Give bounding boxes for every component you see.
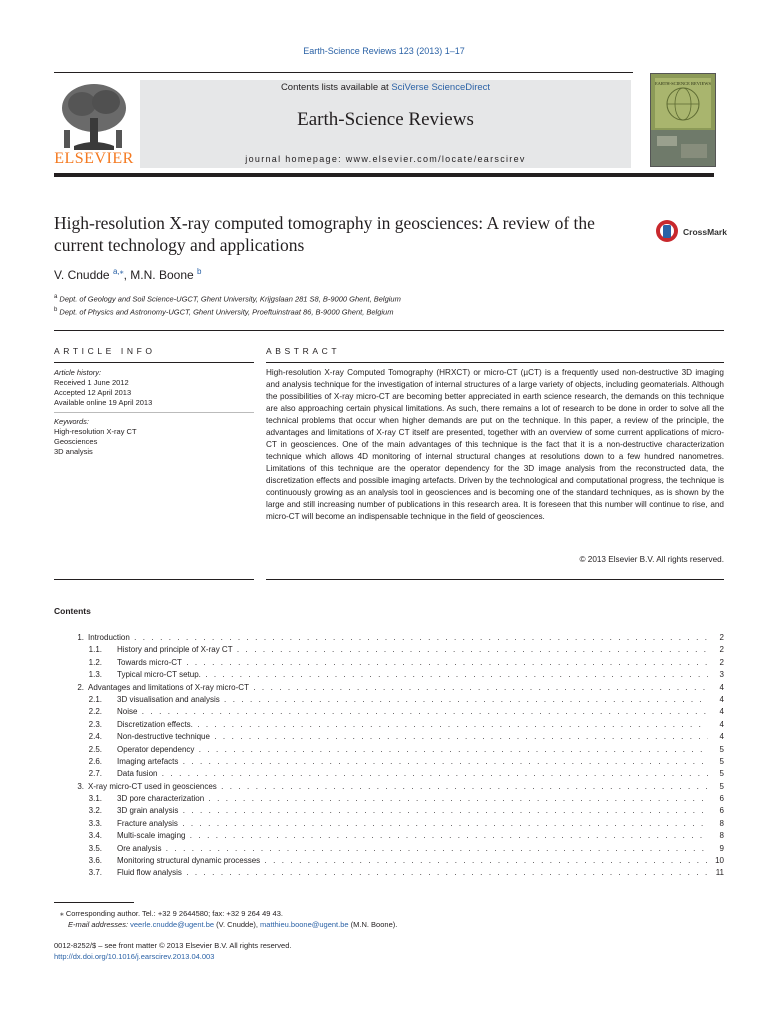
toc-entry[interactable] [54,644,724,656]
contents-heading: Contents [54,606,91,616]
corresponding-text: Corresponding author. Tel.: +32 9 2644580; fax: +32 9 264 49 43. [63,909,283,918]
journal-cover-thumbnail[interactable] [650,73,716,167]
issn-line: 0012-8252/$ – see front matter © 2013 Elsevier B.V. All rights reserved. [54,941,292,950]
abstract-bottom-rule [266,579,724,580]
keyword[interactable]: Geosciences [54,437,98,446]
abstract-rule [266,362,724,363]
affiliations [54,292,401,317]
article-info-heading: ARTICLE INFO [54,346,156,356]
toc-number: 2.2. [88,707,102,717]
toc-title[interactable]: Discretization effects. . . . [117,719,724,731]
keywords-divider [54,412,254,413]
toc-page-number[interactable]: 2 [708,632,724,644]
toc-page-number[interactable]: 4 [708,706,724,718]
journal-title: Earth-Science Reviews [297,109,474,130]
sciencedirect-link[interactable]: SciVerse ScienceDirect [391,82,491,93]
toc-entry[interactable] [54,669,724,681]
affiliation-a: $^a$ Dept. of Geology and Soil Science-UGCT, Ghent University, Krijgslaan 281 S8, B-9000 Ghent, Belgium [54,294,401,304]
toc-title[interactable]: 3D visualisation and analysis . . . [117,694,724,706]
toc-entry[interactable] [54,855,724,867]
toc-title[interactable]: X-ray micro-CT used in geosciences . . . [88,781,724,793]
header-thick-rule [54,173,714,177]
toc-title[interactable]: Monitoring structural dynamic processes . . . [117,855,724,867]
toc-entry[interactable] [54,793,724,805]
author-list [54,267,201,282]
toc-entry[interactable] [54,756,724,768]
online-date: Available online 19 April 2013 [54,398,153,407]
email-owner: (M.N. Boone). [348,920,398,929]
email-label: E-mail addresses: [68,920,131,929]
toc-page-number[interactable]: 4 [708,694,724,706]
email-owner: (V. Cnudde), [214,920,261,929]
cover-title: EARTH-SCIENCE REVIEWS [654,81,712,86]
toc-page-number[interactable]: 8 [708,818,724,830]
abstract-text: High-resolution X-ray Computed Tomography (HRXCT) or micro-CT (µCT) is a frequently used non-destructive 3D imaging and analysis technique for the investigation of internal structures of a large variety of objects, including geomaterials. Although the possibilities of X-ray micro-CT are becoming better appreciated in earth science research, the demands on this technique are also approaching certain physical limitations. As such, there remains a lot of research to be done in order to solve all the technical problems that occur when higher demands are put on the technique. In this paper, a review of the principle, the advantages and limitations of X-ray CT itself are presented, together with an overview of some current applications of micro-CT in geosciences. One of the main advantages of this technique is the fact that it is a non-destructive characterization technique which allows 4D monitoring of internal structural changes at resolutions down to a few hundred nanometres. Limitations of this technique are the operator dependency for the 3D image analysis from the reconstructed data, the discretization effects and possible imaging artefacts. Driven by the technological and computational progress, the technique is continuously growing as an analysis tool in geosciences and is becoming one of the standard techniques, as is shown by the large and still increasing number of publications in this research area. It is foreseen that this number will continue to rise, and micro-CT will become an indispensable technique in the field of geosciences. [266,368,724,521]
toc-number: 2.3. [88,719,102,729]
author-name[interactable]: M.N. Boone [130,268,197,282]
toc-page-number[interactable]: 5 [708,756,724,768]
toc-title[interactable]: Ore analysis . . . [117,843,724,855]
toc-number: 2.4. [88,732,102,742]
toc-number: 3.3. [88,818,102,828]
author-affiliation-mark[interactable]: a,⁎ [112,267,124,276]
keyword[interactable]: 3D analysis [54,447,93,456]
toc-number: 3. [77,781,84,791]
toc-page-number[interactable]: 10 [708,855,724,867]
toc-entry[interactable] [54,657,724,669]
article-info [54,368,254,457]
toc-title[interactable]: Advantages and limitations of X-ray micro-CT . . . [88,682,724,694]
toc-page-number[interactable]: 6 [708,805,724,817]
toc-number: 3.1. [88,794,102,804]
keywords-label: Keywords: [54,417,90,426]
toc-number: 3.6. [88,856,102,866]
toc-number: 2.1. [88,694,102,704]
received-date: Received 1 June 2012 [54,378,129,387]
toc-entry[interactable] [54,830,724,842]
toc-number: 3.4. [88,831,102,841]
journal-homepage[interactable]: journal homepage: www.elsevier.com/locate/earscirev [245,154,526,164]
abstract-heading: ABSTRACT [266,346,341,356]
toc-number: 1.1. [88,645,102,655]
toc-entry[interactable] [54,744,724,756]
doi-link[interactable]: http://dx.doi.org/10.1016/j.earscirev.2013.04.003 [54,952,215,961]
toc-number: 2. [77,682,84,692]
toc-title[interactable]: 3D grain analysis . . . [117,805,724,817]
toc-entry[interactable] [54,731,724,743]
toc-title[interactable]: Typical micro-CT setup. . . . [117,669,724,681]
toc-page-number[interactable]: 5 [708,781,724,793]
toc-page-number[interactable]: 8 [708,830,724,842]
toc-title[interactable]: Introduction . . . [88,632,724,644]
toc-entry[interactable] [54,805,724,817]
cover-image [651,74,715,166]
table-of-contents [54,632,724,880]
abstract-copyright: © 2013 Elsevier B.V. All rights reserved. [579,555,724,564]
article-info-rule [54,362,254,363]
toc-title[interactable]: Towards micro-CT . . . [117,657,724,669]
toc-page-number[interactable]: 11 [708,867,724,879]
toc-page-number[interactable]: 3 [708,669,724,681]
toc-page-number[interactable]: 4 [708,719,724,731]
toc-number: 3.2. [88,806,102,816]
toc-title[interactable]: Fracture analysis . . . [117,818,724,830]
footnote-rule [54,902,134,903]
corresponding-author-footnote [54,908,397,930]
header-rule [54,72,633,73]
toc-entry[interactable] [54,768,724,780]
toc-page-number[interactable]: 6 [708,793,724,805]
toc-title[interactable]: 3D pore characterization . . . [117,793,724,805]
toc-entry[interactable] [54,632,724,644]
crossmark-label[interactable]: CrossMark [683,227,727,237]
toc-entry[interactable] [54,682,724,694]
toc-number: 3.7. [88,868,102,878]
toc-entry[interactable] [54,781,724,793]
keyword[interactable]: High-resolution X-ray CT [54,427,137,436]
toc-entry[interactable] [54,843,724,855]
email-link[interactable]: veerle.cnudde@ugent.be [130,920,215,929]
toc-entry[interactable] [54,719,724,731]
title-divider [54,330,724,331]
contents-prefix: Contents lists available at [280,82,392,93]
author-name[interactable]: V. Cnudde [54,268,113,282]
toc-entry[interactable] [54,706,724,718]
toc-entry[interactable] [54,867,724,879]
author-separator: , [123,268,131,282]
toc-entry[interactable] [54,818,724,830]
toc-number: 3.5. [88,843,102,853]
toc-page-number[interactable]: 4 [708,682,724,694]
toc-title[interactable]: Non-destructive technique . . . [117,731,724,743]
toc-number: 1. [77,633,84,642]
toc-title[interactable]: Fluid flow analysis . . . [117,867,724,879]
toc-page-number[interactable]: 5 [708,744,724,756]
toc-page-number[interactable]: 5 [708,768,724,780]
toc-number: 2.6. [88,756,102,766]
article-title: High-resolution X-ray computed tomography in geosciences: A review of the current technology and applications [54,213,595,255]
history-label: Article history: [54,368,102,377]
issn-block [54,940,291,962]
accepted-date: Accepted 12 April 2013 [54,388,132,397]
toc-title[interactable]: Data fusion . . . [117,768,724,780]
toc-title[interactable]: Operator dependency . . . [117,744,724,756]
toc-title[interactable]: Imaging artefacts . . . [117,756,724,768]
toc-page-number[interactable]: 9 [708,843,724,855]
toc-title[interactable]: History and principle of X-ray CT . . . [117,644,724,656]
toc-number: 1.2. [88,657,102,667]
journal-reference[interactable]: Earth-Science Reviews 123 (2013) 1–17 [303,46,465,56]
toc-page-number[interactable]: 4 [708,731,724,743]
author-affiliation-mark[interactable]: b [197,267,202,276]
toc-page-number[interactable]: 2 [708,644,724,656]
toc-number: 2.5. [88,744,102,754]
footnote-star: ⁎ [60,909,64,918]
toc-number: 1.3. [88,670,102,680]
toc-number: 2.7. [88,769,102,779]
article-info-bottom-rule [54,579,254,580]
affiliation-b: $^b$ Dept. of Physics and Astronomy-UGCT, Ghent University, Proeftuinstraat 86, B-9000 Ghent, Belgium [54,306,394,316]
elsevier-wordmark: ELSEVIER [54,150,134,167]
toc-entry[interactable] [54,694,724,706]
toc-title[interactable]: Noise . . . [117,706,724,718]
toc-title[interactable]: Multi-scale imaging . . . [117,830,724,842]
email-link[interactable]: matthieu.boone@ugent.be [260,920,349,929]
contents-available-line [140,82,631,93]
toc-page-number[interactable]: 2 [708,657,724,669]
